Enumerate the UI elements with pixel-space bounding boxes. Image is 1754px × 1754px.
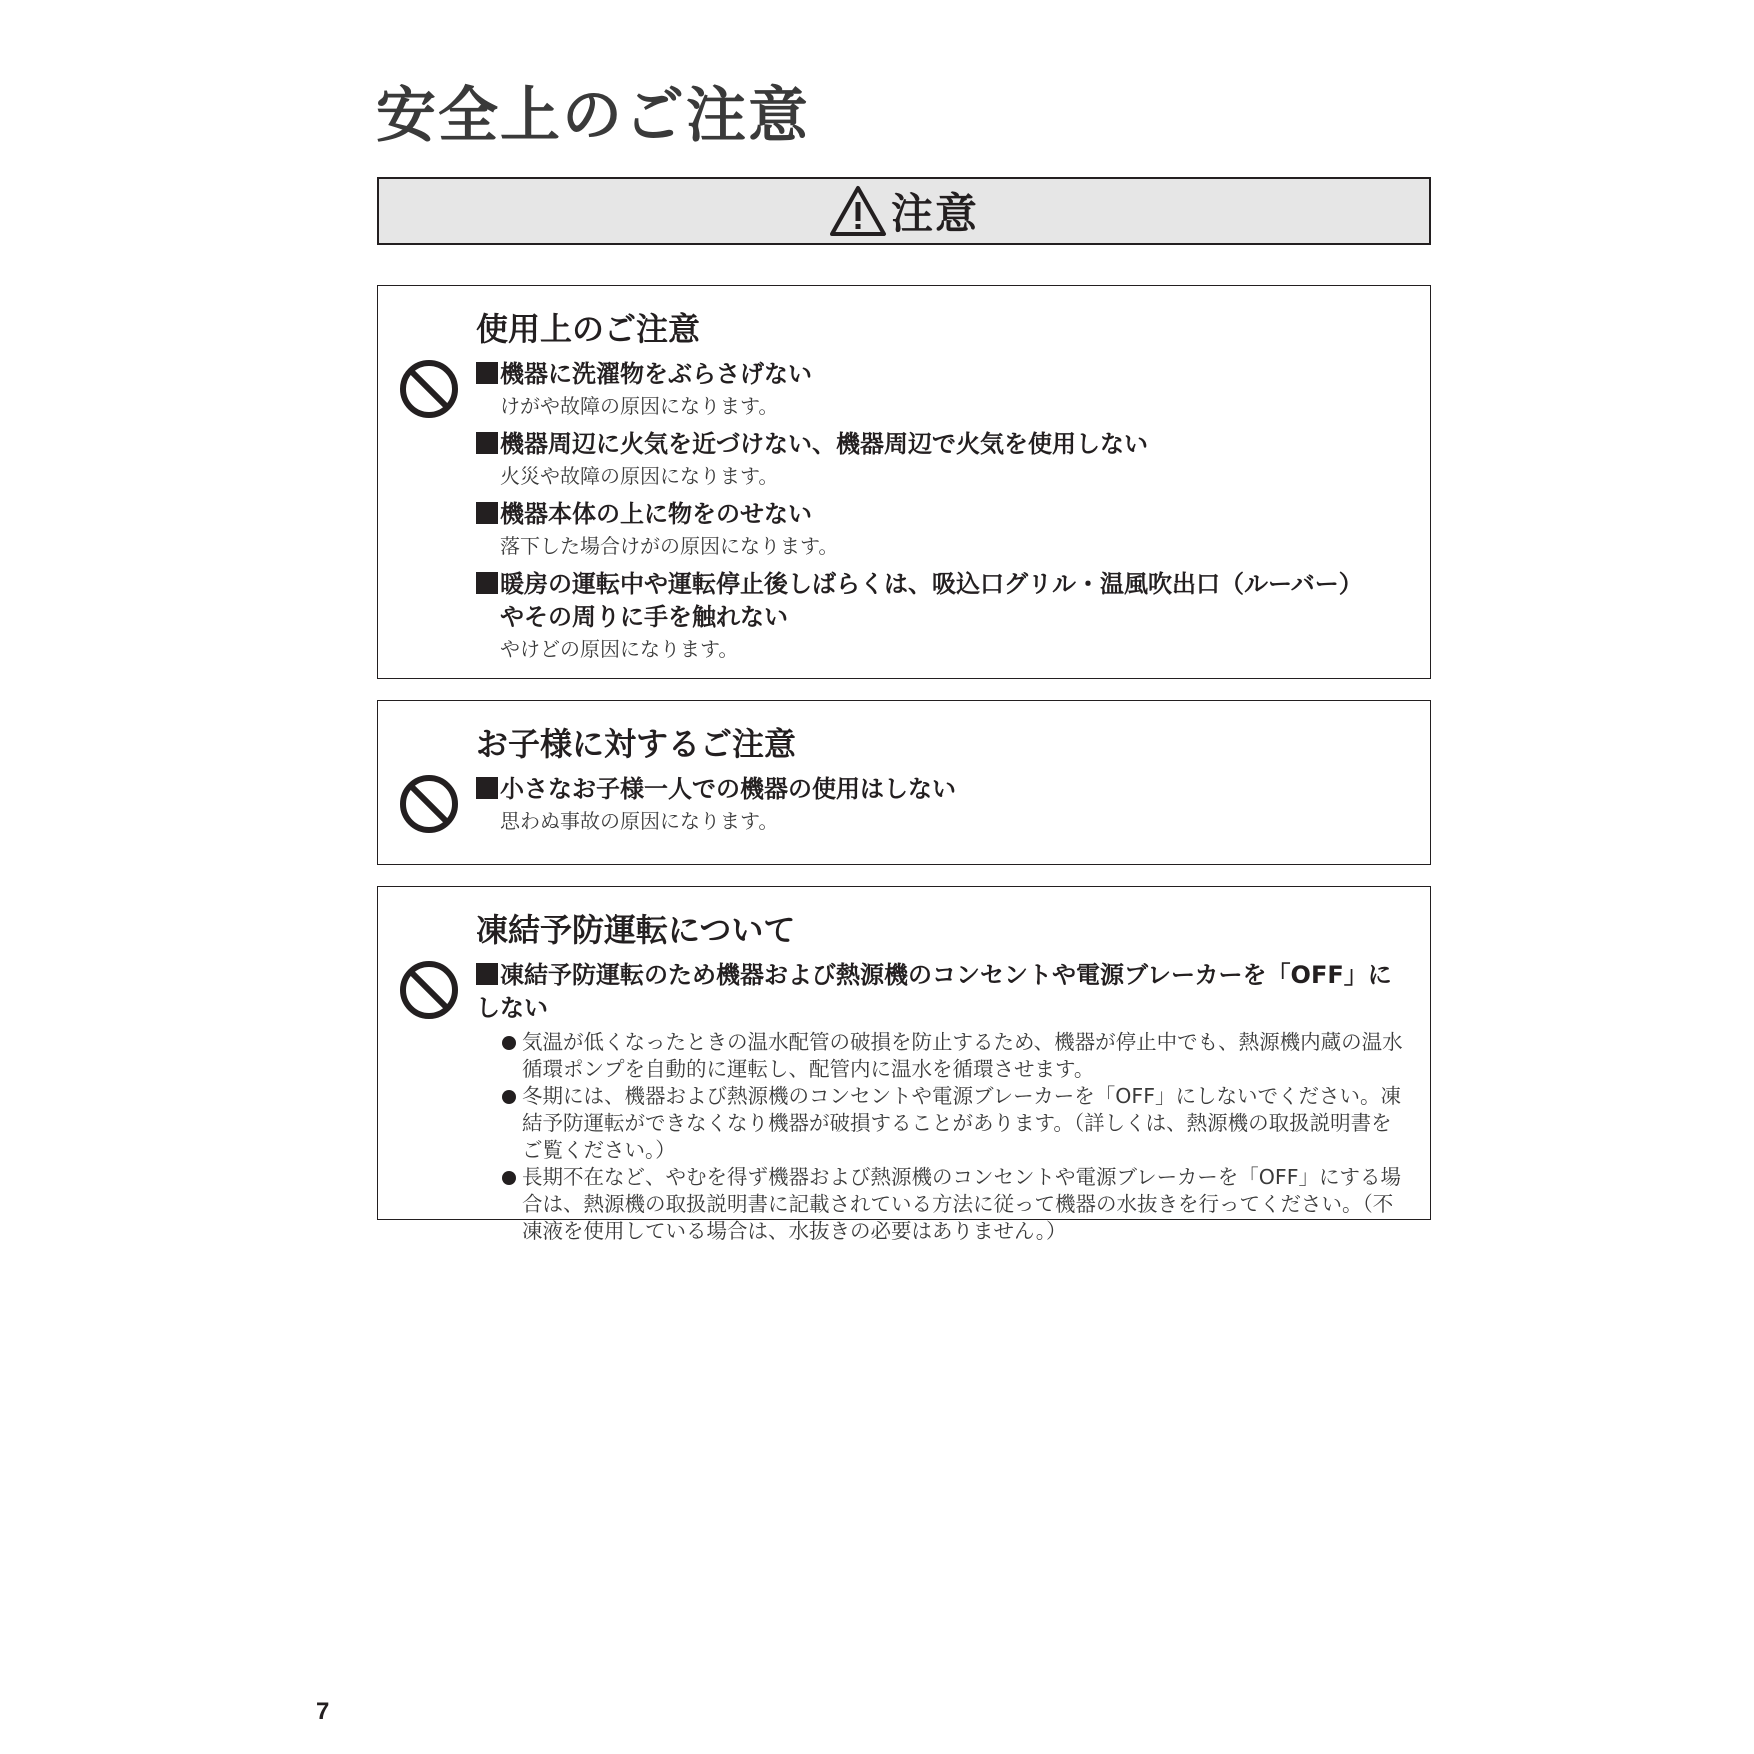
square-bullet-icon	[476, 502, 498, 524]
caution-item	[476, 498, 1406, 560]
item-body: やけどの原因になります。	[500, 637, 739, 661]
caution-item	[476, 959, 1406, 1245]
page-number: 7	[316, 1698, 330, 1725]
item-title: 小さなお子様一人での機器の使用はしない	[500, 775, 956, 803]
square-bullet-icon	[476, 777, 498, 799]
bullet-item	[500, 1029, 1406, 1083]
square-bullet-icon	[476, 432, 498, 454]
square-bullet-icon	[476, 963, 498, 985]
usage-caution-box	[377, 285, 1431, 679]
item-body: 火災や故障の原因になります。	[500, 464, 779, 488]
square-bullet-icon	[476, 362, 498, 384]
bullet-dot-icon	[502, 1090, 516, 1104]
page-title: 安全上のご注意	[376, 81, 810, 151]
caution-banner	[377, 177, 1431, 245]
caution-item	[476, 428, 1406, 490]
caution-item	[476, 773, 1406, 835]
bullet-item	[500, 1083, 1406, 1164]
item-body: 思わぬ事故の原因になります。	[500, 809, 779, 833]
item-body: けがや故障の原因になります。	[500, 394, 779, 418]
item-title: 機器本体の上に物をのせない	[500, 500, 812, 528]
bullet-text: 冬期には、機器および熱源機のコンセントや電源ブレーカーを「OFF」にしないでください。凍結予防運転ができなくなり機器が破損することがあります。（詳しくは、熱源機の取扱説明書をご覧ください。）	[522, 1084, 1401, 1162]
item-title-continued: やその周りに手を触れない	[500, 603, 788, 631]
bullet-dot-icon	[502, 1171, 516, 1185]
bullet-text: 長期不在など、やむを得ず機器および熱源機のコンセントや電源ブレーカーを「OFF」にする場合は、熱源機の取扱説明書に記載されている方法に従って機器の水抜きを行ってください。（不凍液を使用している場合は、水抜きの必要はありません。）	[522, 1165, 1401, 1243]
item-title: 凍結予防運転のため機器および熱源機のコンセントや電源ブレーカーを「OFF」にしない	[476, 961, 1392, 1022]
caution-item	[476, 568, 1406, 663]
prohibition-icon	[399, 359, 459, 419]
warning-triangle-icon	[829, 185, 887, 237]
square-bullet-icon	[476, 572, 498, 594]
section-heading: 凍結予防運転について	[476, 911, 796, 949]
caution-label: 注意	[890, 189, 979, 238]
item-title: 機器に洗濯物をぶらさげない	[500, 360, 812, 388]
item-title: 機器周辺に火気を近づけない、機器周辺で火気を使用しない	[500, 430, 1148, 458]
item-body: 落下した場合けがの原因になります。	[500, 534, 839, 558]
caution-item	[476, 358, 1406, 420]
freeze-prevention-box	[377, 886, 1431, 1243]
prohibition-icon	[399, 774, 459, 834]
prohibition-icon	[399, 960, 459, 1020]
section-heading: 使用上のご注意	[476, 310, 701, 348]
bullet-dot-icon	[502, 1036, 516, 1050]
bullet-item	[500, 1164, 1406, 1245]
section-heading: お子様に対するご注意	[476, 725, 797, 763]
bullet-text: 気温が低くなったときの温水配管の破損を防止するため、機器が停止中でも、熱源機内蔵の温水循環ポンプを自動的に運転し、配管内に温水を循環させます。	[522, 1030, 1403, 1081]
item-title: 暖房の運転中や運転停止後しばらくは、吸込口グリル・温風吹出口（ルーバー）	[500, 570, 1363, 598]
children-caution-box	[377, 700, 1431, 865]
